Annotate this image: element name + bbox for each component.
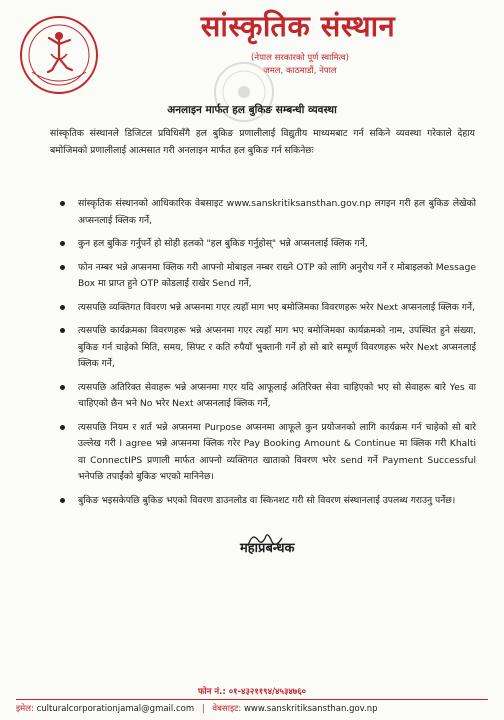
footer-separator: | <box>201 704 205 714</box>
list-item: फोन नम्बर भन्ने अप्सनमा क्लिक गरी आफ्नो मोबाइल नम्बर राख्ने OTP को लागि अनुरोध गर्ने र मोबाइलको Message Box मा प्राप्त हुने OTP कोडलाई राखेर Send गर्ने, <box>58 260 476 293</box>
organization-address: जमल, काठमाडौं, नेपाल <box>263 66 337 76</box>
email-link[interactable]: culturalcorporationjamal@gmail.com <box>36 704 195 714</box>
signatory-title: महाप्रबन्धक <box>240 541 295 556</box>
website-label: वेबसाइट: <box>212 704 242 714</box>
list-item: त्यसपछि अतिरिक्त सेवाहरू भन्ने अप्सनमा गएर यदि आफूलाई अतिरिक्त सेवा चाहिएको भए सो सेवाहरू बारे Yes वा चाहिएको छैन भने No भरेर Next अप्सनलाई क्लिक गर्ने, <box>58 380 476 413</box>
organization-subtitle: (नेपाल सरकारको पूर्ण स्वामित्व) <box>251 53 349 63</box>
document-title: अनलाइन मार्फत हल बुकिङ सम्बन्धी व्यवस्था <box>167 104 337 116</box>
website-link[interactable]: www.sanskritiksansthan.gov.np <box>243 704 378 714</box>
footer-divider <box>16 699 488 700</box>
list-item: बुकिङ भइसकेपछि बुकिङ भएको विवरण डाउनलोड वा स्किनशट गरी सो विवरण संस्थानलाई उपलब्ध गराउनु पर्नेछ। <box>58 493 476 510</box>
footer-contact <box>16 703 488 714</box>
list-item: त्यसपछि व्यक्तिगत विवरण भन्ने अप्सनमा गएर त्यहाँ माग भए बमोजिमका विवरणहरू भरेर Next अप्सनलाई क्लिक गर्ने, <box>58 300 476 317</box>
email-label: इमेल: <box>16 704 34 714</box>
cultural-dancer-seal-icon <box>18 14 100 96</box>
footer-phone: फोन नं.: ०१-४३२११९४/४५३४७६० <box>197 687 307 697</box>
list-item: त्यसपछि नियम र शर्त भन्ने अप्सनमा Purpose अप्सनमा आफूले कुन प्रयोजनको लागि कार्यक्रम गर्न चाहेको सो बारे उल्लेख गरी I agree भन्ने अप्सनमा क्लिक गरेर Pay Booking Amount & Continue मा क्लिक गरी Khalti वा ConnectIPS प्रणाली मार्फत आफ्नो व्यक्तिगत खाताको विवरण भरेर send गर्ने Payment Successful भनेपछि तपाईंको बुकिङ भएको मानिनेछ। <box>58 420 476 486</box>
organization-name: सांस्कृतिक संस्थान <box>200 9 396 43</box>
list-item: कुन हल बुकिङ गर्नुपर्ने हो सोही हलको "हल बुकिङ गर्नुहोस्" भन्ने अप्सनलाई क्लिक गर्ने, <box>58 236 476 253</box>
intro-paragraph: सांस्कृतिक संस्थानले डिजिटल प्रविधिसँगै हल बुकिङ प्रणालीलाई विद्युतीय माध्यमबाट गर्न सकिने व्यवस्था गरेकाले देहाय बमोजिमको प्रणालीलाई आत्मसात गरी अनलाइन मार्फत हल बुकिङ गर्न सकिनेछः <box>50 128 475 156</box>
list-item: त्यसपछि कार्यक्रमका विवरणहरू भन्ने अप्सनमा गएर त्यहाँ माग भए बमोजिमका कार्यक्रमको नाम, उपस्थित हुने संख्या, बुकिङ गर्न चाहेको मिति, समय, सिफ्ट र कति रुपैयाँ भुक्तानी गर्ने हो सो बारे सम्पूर्ण विवरणहरू भरेर Next अप्सनलाई क्लिक गर्ने, <box>58 323 476 373</box>
list-item: सांस्कृतिक संस्थानको आधिकारिक वेबसाइट www.sanskritiksansthan.gov.np लगइन गरी हल बुकिङ लेखेको अप्सनलाई क्लिक गर्ने, <box>58 196 476 229</box>
instruction-list <box>58 196 476 516</box>
